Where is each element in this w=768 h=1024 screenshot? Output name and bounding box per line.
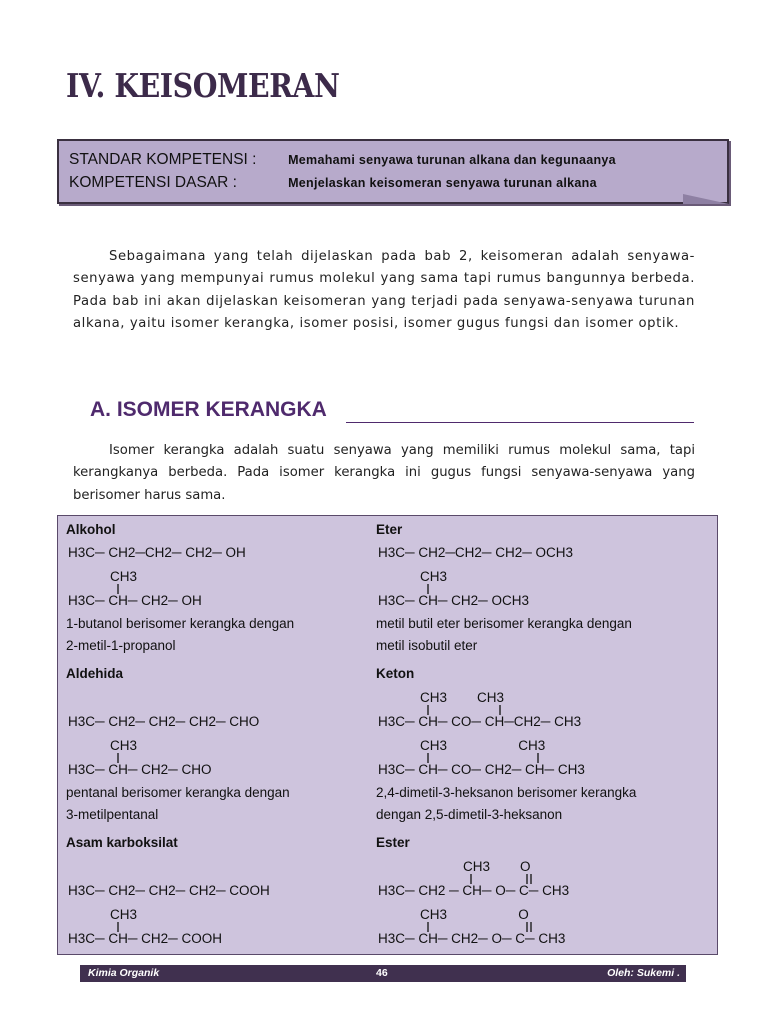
category-asam-karboksilat: Asam karboksilat (66, 835, 178, 850)
desc-eter-1: metil butil eter berisomer kerangka dengan (376, 616, 632, 631)
branch-methyl: CH3 (420, 569, 448, 584)
formula-asam-pentanoat: H3C─ CH2─ CH2─ CH2─ COOH (68, 883, 270, 898)
standard-competency-value: Memahami senyawa turunan alkana dan kegunaanya (288, 153, 616, 167)
desc-keton-1: 2,4-dimetil-3-heksanon berisomer kerangka (376, 785, 637, 800)
page-number: 46 (376, 967, 388, 979)
footer-book-title: Kimia Organik (88, 967, 160, 979)
ester-branches-2: CH3 O (420, 907, 529, 922)
page-curl-decoration (683, 194, 729, 204)
branch-methyl: CH3 (110, 569, 138, 584)
section-underline (346, 422, 694, 423)
desc-keton-2: dengan 2,5-dimetil-3-heksanon (376, 807, 563, 822)
branch-methyl: CH3 (110, 738, 138, 753)
branch-methyl: CH3 (110, 907, 138, 922)
basic-competency-row (69, 172, 597, 192)
formula-2-metil-1-propanol: H3C─ CH─ CH2─ OH (68, 593, 202, 608)
formula-2-4-dimetil-3-heksanon: H3C─ CH─ CO─ CH─CH2─ CH3 (378, 714, 582, 729)
formula-2-5-dimetil-3-heksanon: H3C─ CH─ CO─ CH2─ CH─ CH3 (378, 762, 585, 777)
category-aldehida: Aldehida (66, 666, 124, 681)
formula-1-butanol: H3C─ CH2─CH2─ CH2─ OH (68, 545, 246, 560)
page-footer (80, 965, 686, 982)
competency-box (57, 139, 729, 204)
desc-aldehida-2: 3-metilpentanal (66, 807, 159, 822)
intro-paragraph: Sebagaimana yang telah dijelaskan pada bab 2, keisomeran adalah senyawa-senyawa yang mempunyai rumus molekul yang sama tapi rumus bangunnya berbeda. Pada bab ini akan dijelaskan keisomeran yang terjadi pada senyawa-senyawa turunan alkana, yaitu isomer kerangka, isomer posisi, isomer gugus fungsi dan isomer optik. (73, 249, 695, 332)
category-keton: Keton (376, 666, 415, 681)
desc-alkohol-2: 2-metil-1-propanol (66, 638, 176, 653)
formula-asam-3-metilbutanoat: H3C─ CH─ CH2─ COOH (68, 931, 222, 946)
basic-competency-value: Menjelaskan keisomeran senyawa turunan alkana (288, 176, 597, 190)
section-heading: A. ISOMER KERANGKA (90, 398, 327, 421)
formula-metil-butil-eter: H3C─ CH2─CH2─ CH2─ OCH3 (378, 545, 574, 560)
desc-aldehida-1: pentanal berisomer kerangka dengan (66, 785, 290, 800)
desc-alkohol-1: 1-butanol berisomer kerangka dengan (66, 616, 295, 631)
formula-metil-isobutil-eter: H3C─ CH─ CH2─ OCH3 (378, 593, 529, 608)
standard-competency-label: STANDAR KOMPETENSI : (69, 151, 257, 168)
formula-pentanal: H3C─ CH2─ CH2─ CH2─ CHO (68, 714, 260, 729)
standard-competency-row (69, 149, 616, 169)
formula-ester-2: H3C─ CH─ CH2─ O─ C─ CH3 (378, 931, 566, 946)
basic-competency-label: KOMPETENSI DASAR : (69, 174, 237, 191)
formula-ester-1: H3C─ CH2 ─ CH─ O─ C─ CH3 (378, 883, 570, 898)
formula-3-metilpentanal: H3C─ CH─ CH2─ CHO (68, 762, 212, 777)
category-alkohol: Alkohol (66, 522, 116, 537)
desc-eter-2: metil isobutil eter (376, 638, 478, 653)
category-eter: Eter (376, 522, 403, 537)
category-ester: Ester (376, 835, 410, 850)
chapter-title: IV. KEISOMERAN (66, 66, 340, 105)
keton-branches-1: CH3 CH3 (420, 690, 505, 705)
ester-branches-1: CH3 O (463, 859, 531, 874)
section-paragraph: Isomer kerangka adalah suatu senyawa yang memiliki rumus molekul sama, tapi kerangkanya berbeda. Pada isomer kerangka ini gugus fungsi senyawa-senyawa yang berisomer harus sama. (73, 443, 695, 503)
footer-author: Oleh: Sukemi . (607, 967, 680, 979)
examples-panel (57, 515, 718, 955)
keton-branches-2: CH3 CH3 (420, 738, 546, 753)
